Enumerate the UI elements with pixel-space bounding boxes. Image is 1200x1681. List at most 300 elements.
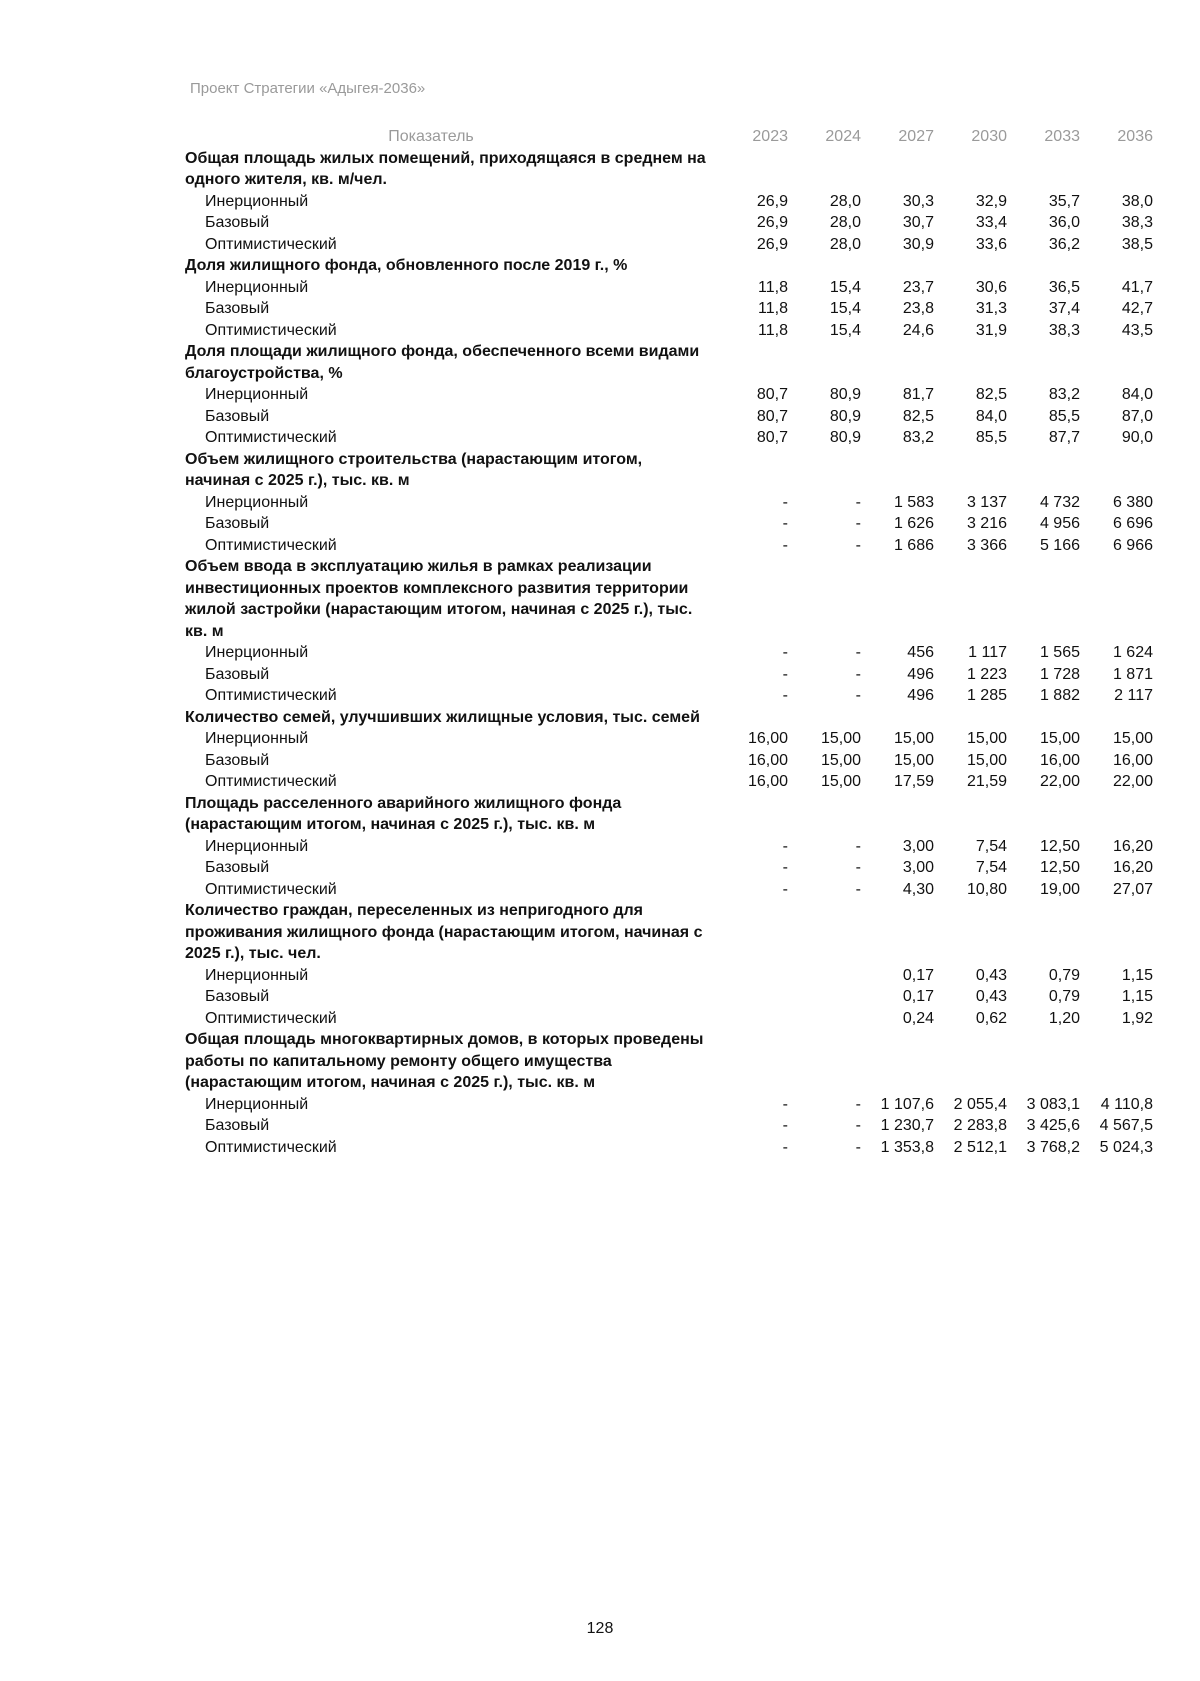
scenario-label: Базовый — [205, 859, 270, 876]
scenario-label: Оптимистический — [205, 1138, 337, 1156]
indicator-title: Общая площадь многоквартирных домов, в которых проведены работы по капитальному ремонту общего имущества (нарастающим итогом, начиная с 2025 г.), тыс. кв. м — [185, 1031, 704, 1091]
value-cell: - — [782, 859, 788, 876]
value-cell: 6 696 — [1112, 515, 1153, 532]
empty-cell — [1009, 341, 1082, 384]
value-cell: - — [782, 837, 788, 855]
empty-cell — [1009, 793, 1082, 836]
value-cell: 496 — [907, 665, 934, 683]
value-cell: - — [855, 665, 861, 683]
value-cell: 3 366 — [966, 536, 1007, 554]
scenario-label: Оптимистический — [205, 536, 337, 554]
empty-cell — [1009, 449, 1082, 492]
value-cell: - — [782, 515, 788, 532]
value-cell: 15,00 — [820, 751, 861, 769]
value-cell: 5 166 — [1039, 536, 1080, 554]
empty-cell — [790, 900, 863, 965]
value-cell: 80,7 — [756, 429, 788, 446]
table-row — [185, 771, 1155, 793]
indicator-group-row — [185, 255, 1155, 277]
value-cell: 38,3 — [1048, 321, 1080, 339]
indicator-title: Доля жилищного фонда, обновленного после 2019 г., % — [185, 257, 628, 274]
value-cell: 6 966 — [1112, 536, 1153, 554]
value-cell: 38,0 — [1121, 192, 1153, 210]
empty-cell — [863, 1029, 936, 1094]
empty-cell — [717, 148, 790, 191]
empty-cell — [1082, 449, 1155, 492]
value-cell: 35,7 — [1048, 192, 1080, 210]
value-cell: 28,0 — [829, 235, 861, 253]
empty-cell — [936, 1029, 1009, 1094]
value-cell: 16,00 — [747, 751, 788, 769]
value-cell: 19,00 — [1039, 880, 1080, 898]
value-cell: 38,3 — [1121, 214, 1153, 231]
value-cell: 21,59 — [966, 773, 1007, 790]
value-cell: 3 137 — [966, 493, 1007, 511]
empty-cell — [1082, 556, 1155, 642]
indicator-group-row — [185, 556, 1155, 642]
value-cell: 7,54 — [975, 859, 1007, 876]
value-cell: 3,00 — [902, 859, 934, 876]
empty-cell — [936, 148, 1009, 191]
value-cell: 15,00 — [1112, 730, 1153, 747]
empty-cell — [936, 707, 1009, 729]
indicator-group-row — [185, 1029, 1155, 1094]
value-cell: 15,00 — [893, 751, 934, 769]
scenario-label: Базовый — [205, 300, 270, 317]
scenario-label: Базовый — [205, 665, 270, 683]
value-cell: 0,43 — [975, 988, 1007, 1005]
table-row — [185, 642, 1155, 664]
scenario-label: Базовый — [205, 515, 270, 532]
table-row — [185, 212, 1155, 234]
value-cell: 42,7 — [1121, 300, 1153, 317]
value-cell: 27,07 — [1112, 880, 1153, 898]
value-cell: 1 626 — [893, 515, 934, 532]
value-cell: - — [855, 644, 861, 661]
value-cell: 30,7 — [902, 214, 934, 231]
value-cell: 30,6 — [975, 278, 1007, 296]
value-cell: 31,3 — [975, 300, 1007, 317]
empty-cell — [790, 1029, 863, 1094]
value-cell — [790, 965, 863, 987]
value-cell: 16,00 — [747, 773, 788, 790]
value-cell: - — [855, 1117, 861, 1134]
value-cell: 0,62 — [975, 1009, 1007, 1027]
value-cell: 15,4 — [829, 321, 861, 339]
value-cell: 23,8 — [902, 300, 934, 317]
indicator-title: Количество семей, улучшивших жилищные условия, тыс. семей — [185, 708, 700, 726]
value-cell: 11,8 — [758, 300, 788, 317]
value-cell: 84,0 — [1121, 386, 1153, 403]
value-cell: 32,9 — [975, 192, 1007, 210]
value-cell: 87,0 — [1121, 407, 1153, 425]
scenario-label: Базовый — [205, 988, 270, 1005]
indicator-group-row — [185, 341, 1155, 384]
table-row — [185, 384, 1155, 406]
value-cell: 15,4 — [829, 278, 861, 296]
empty-cell — [717, 449, 790, 492]
column-header-year: 2030 — [971, 128, 1007, 145]
scenario-label: Инерционный — [205, 644, 309, 661]
empty-cell — [717, 556, 790, 642]
empty-cell — [863, 707, 936, 729]
value-cell: 0,79 — [1048, 988, 1080, 1005]
value-cell: 2 283,8 — [953, 1117, 1007, 1134]
value-cell: - — [782, 1138, 788, 1156]
empty-cell — [1009, 148, 1082, 191]
value-cell: 1,15 — [1121, 988, 1153, 1005]
value-cell: 80,9 — [829, 386, 861, 403]
value-cell: 80,9 — [829, 429, 861, 446]
value-cell: 22,00 — [1112, 773, 1153, 790]
table-row — [185, 879, 1155, 901]
value-cell: 82,5 — [902, 407, 934, 425]
table-row — [185, 1008, 1155, 1030]
value-cell: 10,80 — [966, 880, 1007, 898]
empty-cell — [1009, 1029, 1082, 1094]
empty-cell — [1009, 707, 1082, 729]
empty-cell — [790, 793, 863, 836]
value-cell: 1 230,7 — [880, 1117, 934, 1134]
value-cell: - — [782, 536, 788, 554]
value-cell: 23,7 — [902, 278, 934, 296]
table-row — [185, 277, 1155, 299]
value-cell: - — [782, 1117, 788, 1134]
empty-cell — [936, 449, 1009, 492]
value-cell: 90,0 — [1121, 429, 1153, 446]
indicator-title: Количество граждан, переселенных из непригодного для проживания жилищного фонда (нарастающим итогом, начиная с 2025 г.), тыс. чел. — [185, 902, 703, 962]
value-cell — [717, 965, 790, 987]
page-header-title: Проект Стратегии «Адыгея-2036» — [190, 80, 426, 97]
value-cell: 2 055,4 — [953, 1095, 1007, 1113]
scenario-label: Базовый — [205, 407, 270, 425]
value-cell: 85,5 — [1048, 407, 1080, 425]
value-cell: 16,00 — [1112, 751, 1153, 769]
value-cell: 17,59 — [893, 773, 934, 790]
value-cell: 12,50 — [1039, 837, 1080, 855]
value-cell: 4 567,5 — [1099, 1117, 1153, 1134]
value-cell — [717, 986, 790, 1008]
table-row — [185, 685, 1155, 707]
value-cell: 15,00 — [820, 773, 861, 790]
value-cell: 4,30 — [902, 880, 934, 898]
table-row — [185, 320, 1155, 342]
empty-cell — [863, 148, 936, 191]
value-cell: 43,5 — [1121, 321, 1153, 339]
value-cell: 83,2 — [902, 429, 934, 446]
indicator-title: Доля площади жилищного фонда, обеспеченного всеми видами благоустройства, % — [185, 343, 700, 382]
value-cell: 31,9 — [975, 321, 1007, 339]
scenario-label: Базовый — [205, 1117, 270, 1134]
scenario-label: Оптимистический — [205, 773, 337, 790]
value-cell: 1 117 — [968, 644, 1007, 661]
value-cell: 26,9 — [756, 214, 788, 231]
value-cell: 3 216 — [966, 515, 1007, 532]
empty-cell — [936, 793, 1009, 836]
value-cell: 33,6 — [975, 235, 1007, 253]
value-cell: - — [782, 687, 788, 704]
value-cell: 0,17 — [902, 966, 934, 984]
table-body — [185, 148, 1155, 1159]
column-header-year: 2036 — [1117, 128, 1153, 145]
indicator-group-row — [185, 449, 1155, 492]
value-cell: 0,43 — [975, 966, 1007, 984]
table-row — [185, 728, 1155, 750]
empty-cell — [1082, 148, 1155, 191]
value-cell: 15,00 — [966, 730, 1007, 747]
value-cell: 16,00 — [747, 730, 788, 747]
scenario-label: Оптимистический — [205, 321, 337, 339]
indicator-group-row — [185, 148, 1155, 191]
value-cell: 80,7 — [756, 407, 788, 425]
value-cell: 37,4 — [1048, 300, 1080, 317]
empty-cell — [717, 707, 790, 729]
empty-cell — [790, 556, 863, 642]
indicators-table-container — [185, 126, 1155, 1158]
scenario-label: Инерционный — [205, 493, 309, 511]
table-row — [185, 427, 1155, 449]
value-cell: 1,20 — [1048, 1009, 1080, 1027]
value-cell: 3 425,6 — [1026, 1117, 1080, 1134]
value-cell: 496 — [907, 687, 934, 704]
scenario-label: Инерционный — [205, 278, 309, 296]
value-cell: 6 380 — [1112, 493, 1153, 511]
indicator-title: Общая площадь жилых помещений, приходящаяся в среднем на одного жителя, кв. м/чел. — [185, 149, 706, 188]
value-cell: 30,3 — [902, 192, 934, 210]
value-cell: 16,20 — [1112, 859, 1153, 876]
empty-cell — [863, 793, 936, 836]
page-number: 128 — [586, 1620, 614, 1637]
table-row — [185, 1137, 1155, 1159]
scenario-label: Инерционный — [205, 837, 309, 855]
value-cell: 26,9 — [756, 235, 788, 253]
value-cell: 15,4 — [829, 300, 861, 317]
scenario-label: Базовый — [205, 214, 270, 231]
scenario-label: Оптимистический — [205, 687, 337, 704]
table-row — [185, 857, 1155, 879]
value-cell: 11,8 — [758, 278, 788, 296]
value-cell: 3,00 — [902, 837, 934, 855]
empty-cell — [1009, 900, 1082, 965]
value-cell: 28,0 — [829, 214, 861, 231]
empty-cell — [717, 900, 790, 965]
indicator-group-row — [185, 793, 1155, 836]
value-cell: - — [855, 859, 861, 876]
value-cell: 1 624 — [1112, 644, 1153, 661]
table-row — [185, 492, 1155, 514]
value-cell: 82,5 — [975, 386, 1007, 403]
scenario-label: Инерционный — [205, 192, 309, 210]
table-row — [185, 1115, 1155, 1137]
indicator-title: Площадь расселенного аварийного жилищного фонда (нарастающим итогом, начиная с 2025 г.), тыс. кв. м — [185, 794, 622, 833]
value-cell — [790, 986, 863, 1008]
value-cell: 1,15 — [1121, 966, 1153, 984]
value-cell: 15,00 — [1039, 730, 1080, 747]
value-cell: 30,9 — [902, 235, 934, 253]
empty-cell — [790, 148, 863, 191]
scenario-label: Оптимистический — [205, 429, 337, 446]
value-cell: - — [855, 1138, 861, 1156]
empty-cell — [1082, 707, 1155, 729]
value-cell: - — [855, 493, 861, 511]
value-cell: 0,24 — [902, 1009, 934, 1027]
value-cell: 80,9 — [829, 407, 861, 425]
value-cell: 4 110,8 — [1100, 1095, 1153, 1113]
column-header-year: 2027 — [898, 128, 934, 145]
table-row — [185, 513, 1155, 535]
empty-cell — [717, 1029, 790, 1094]
value-cell — [717, 1008, 790, 1030]
indicator-title: Объем ввода в эксплуатацию жилья в рамках реализации инвестиционных проектов комплексного развития территории жилой застройки (нарастающим итогом, начиная с 2025 г.), тыс. кв. м — [185, 558, 693, 640]
value-cell: 22,00 — [1039, 773, 1080, 790]
value-cell: 16,00 — [1039, 751, 1080, 769]
value-cell: - — [855, 880, 861, 898]
value-cell: 12,50 — [1039, 859, 1080, 876]
table-row — [185, 986, 1155, 1008]
value-cell: 1 285 — [966, 687, 1007, 704]
value-cell: 38,5 — [1121, 235, 1153, 253]
value-cell: 0,79 — [1048, 966, 1080, 984]
empty-cell — [790, 255, 863, 277]
empty-cell — [1082, 255, 1155, 277]
scenario-label: Инерционный — [205, 730, 309, 747]
value-cell: - — [782, 644, 788, 661]
value-cell: 87,7 — [1048, 429, 1080, 446]
value-cell: 1 223 — [966, 665, 1007, 683]
column-header-year: 2033 — [1044, 128, 1080, 145]
empty-cell — [863, 341, 936, 384]
empty-cell — [790, 707, 863, 729]
value-cell: - — [782, 493, 788, 511]
empty-cell — [1009, 556, 1082, 642]
value-cell: 1,92 — [1121, 1009, 1153, 1027]
value-cell: 2 512,1 — [953, 1138, 1007, 1156]
value-cell: 1 686 — [893, 536, 934, 554]
value-cell: 15,00 — [893, 730, 934, 747]
value-cell: 36,2 — [1048, 235, 1080, 253]
table-row — [185, 1094, 1155, 1116]
table-row — [185, 750, 1155, 772]
value-cell: 1 583 — [893, 493, 934, 511]
value-cell: 1 107,6 — [880, 1095, 934, 1113]
column-header-year: 2024 — [825, 128, 861, 145]
value-cell: 26,9 — [756, 192, 788, 210]
value-cell — [790, 1008, 863, 1030]
empty-cell — [717, 255, 790, 277]
table-row — [185, 836, 1155, 858]
value-cell: 33,4 — [975, 214, 1007, 231]
empty-cell — [863, 449, 936, 492]
value-cell: 1 871 — [1112, 665, 1153, 683]
indicators-table — [185, 126, 1155, 1158]
column-header-indicator: Показатель — [388, 128, 474, 145]
value-cell: 81,7 — [902, 386, 934, 403]
scenario-label: Оптимистический — [205, 235, 337, 253]
value-cell: 15,00 — [966, 751, 1007, 769]
scenario-label: Инерционный — [205, 966, 309, 984]
value-cell: 85,5 — [975, 429, 1007, 446]
table-row — [185, 234, 1155, 256]
table-row — [185, 965, 1155, 987]
table-row — [185, 664, 1155, 686]
table-row — [185, 298, 1155, 320]
value-cell: 24,6 — [902, 321, 934, 339]
value-cell: 5 024,3 — [1099, 1138, 1153, 1156]
empty-cell — [936, 556, 1009, 642]
value-cell: 3 083,1 — [1026, 1095, 1080, 1113]
value-cell: 3 768,2 — [1026, 1138, 1080, 1156]
value-cell: - — [782, 1095, 788, 1113]
value-cell: 15,00 — [820, 730, 861, 747]
scenario-label: Инерционный — [205, 1095, 309, 1113]
empty-cell — [863, 556, 936, 642]
empty-cell — [1082, 341, 1155, 384]
empty-cell — [936, 900, 1009, 965]
table-row — [185, 191, 1155, 213]
table-row — [185, 535, 1155, 557]
table-row — [185, 406, 1155, 428]
value-cell: 2 117 — [1114, 687, 1153, 704]
value-cell: 4 732 — [1039, 493, 1080, 511]
scenario-label: Инерционный — [205, 386, 309, 403]
value-cell: - — [782, 665, 788, 683]
value-cell: 11,8 — [758, 321, 788, 339]
empty-cell — [717, 341, 790, 384]
value-cell: 36,0 — [1048, 214, 1080, 231]
indicator-group-row — [185, 900, 1155, 965]
value-cell: 36,5 — [1048, 278, 1080, 296]
value-cell: 7,54 — [975, 837, 1007, 855]
value-cell: 84,0 — [975, 407, 1007, 425]
empty-cell — [863, 255, 936, 277]
scenario-label: Оптимистический — [205, 1009, 337, 1027]
scenario-label: Оптимистический — [205, 880, 337, 898]
table-header-row — [185, 126, 1155, 148]
empty-cell — [717, 793, 790, 836]
empty-cell — [936, 255, 1009, 277]
value-cell: 80,7 — [756, 386, 788, 403]
value-cell: 1 565 — [1039, 644, 1080, 661]
value-cell: - — [855, 1095, 861, 1113]
empty-cell — [936, 341, 1009, 384]
value-cell: - — [855, 536, 861, 554]
value-cell: 0,17 — [902, 988, 934, 1005]
value-cell: - — [855, 687, 861, 704]
value-cell: 83,2 — [1048, 386, 1080, 403]
indicator-group-row — [185, 707, 1155, 729]
column-header-year: 2023 — [752, 128, 788, 145]
empty-cell — [1009, 255, 1082, 277]
empty-cell — [790, 341, 863, 384]
value-cell: - — [855, 515, 861, 532]
value-cell: - — [855, 837, 861, 855]
value-cell: 1 882 — [1039, 687, 1080, 704]
indicator-title: Объем жилищного строительства (нарастающим итогом, начиная с 2025 г.), тыс. кв. м — [185, 450, 643, 489]
empty-cell — [1082, 900, 1155, 965]
empty-cell — [1082, 793, 1155, 836]
value-cell: - — [782, 880, 788, 898]
value-cell: 28,0 — [829, 192, 861, 210]
value-cell: 16,20 — [1112, 837, 1153, 855]
value-cell: 41,7 — [1121, 278, 1153, 296]
value-cell: 1 353,8 — [880, 1138, 934, 1156]
empty-cell — [790, 449, 863, 492]
scenario-label: Базовый — [205, 751, 270, 769]
empty-cell — [1082, 1029, 1155, 1094]
value-cell: 456 — [907, 644, 934, 661]
empty-cell — [863, 900, 936, 965]
value-cell: 4 956 — [1039, 515, 1080, 532]
